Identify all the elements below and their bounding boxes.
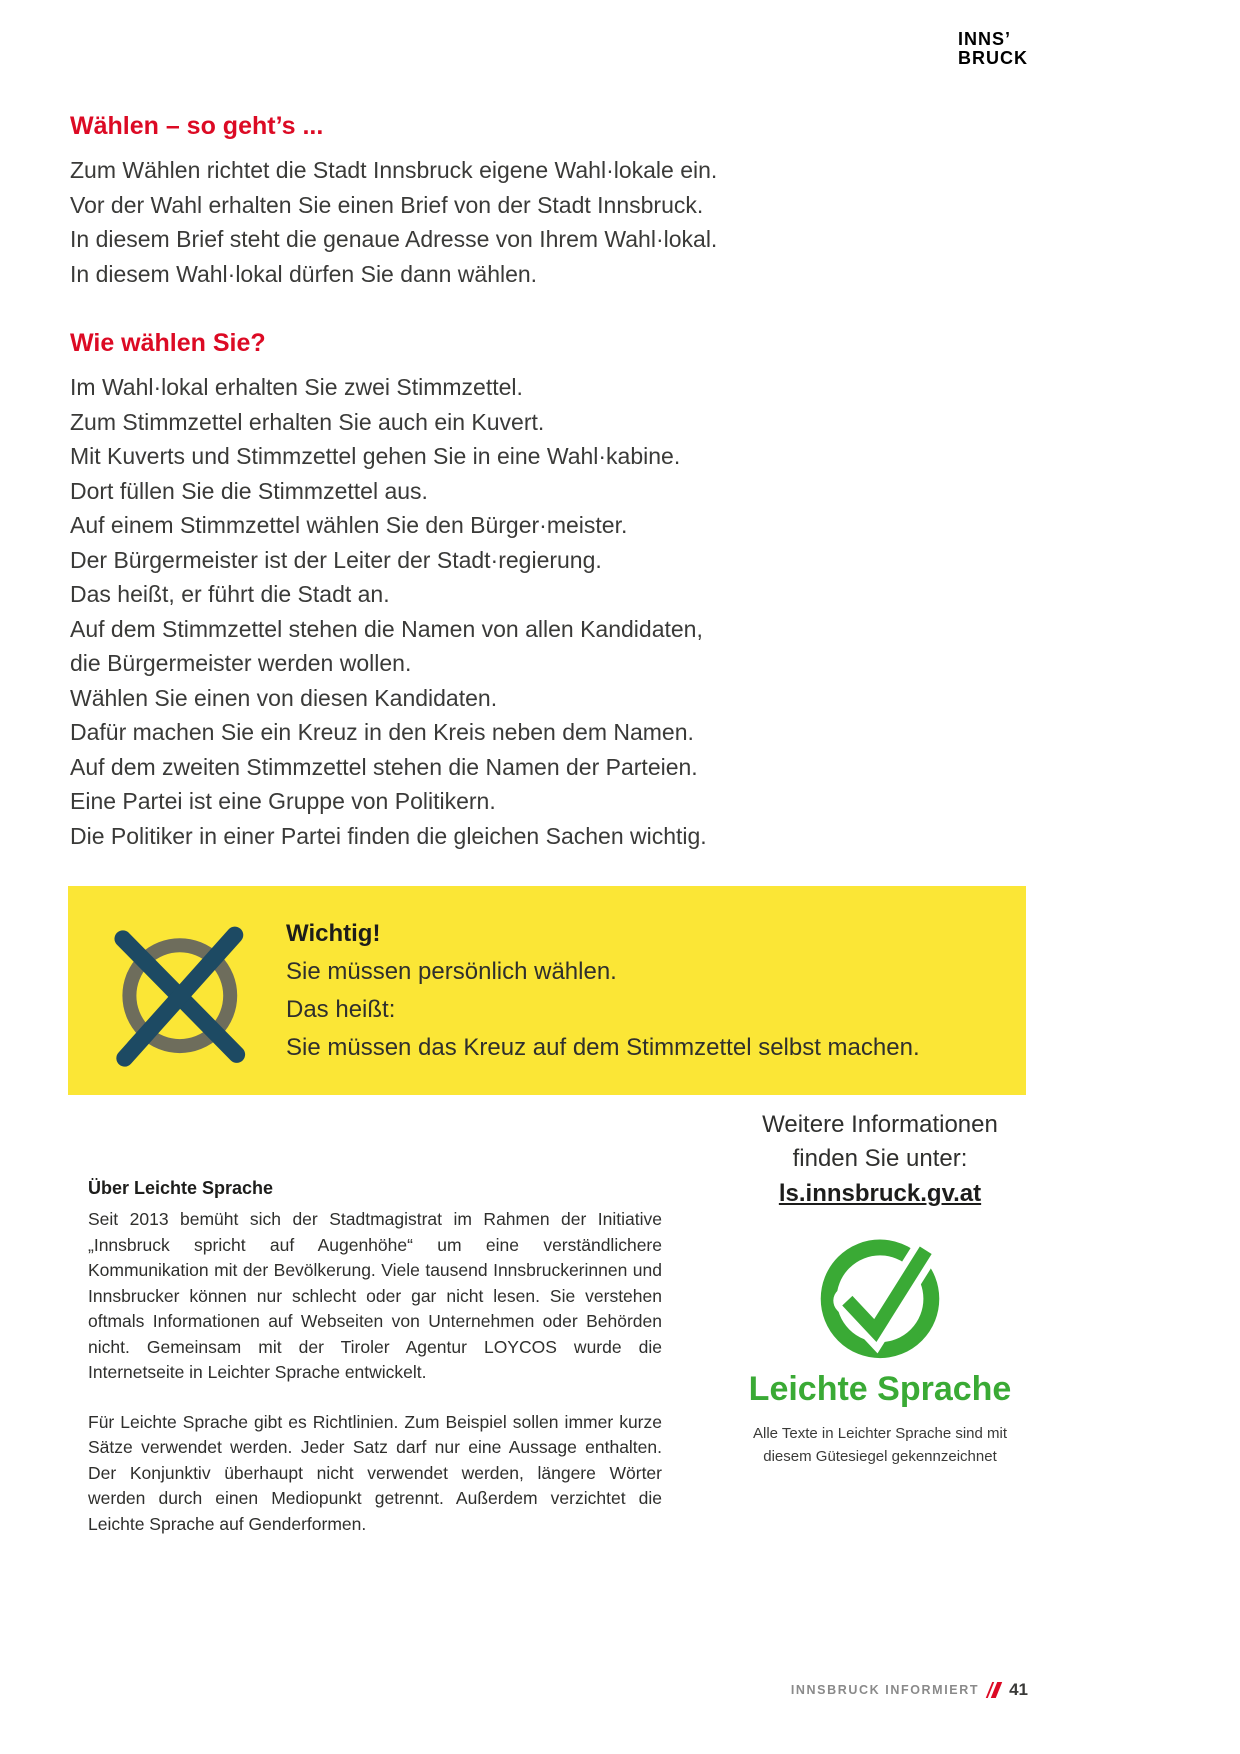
body-line: Zum Wählen richtet die Stadt Innsbruck eigene Wahl·lokale ein.	[70, 157, 718, 183]
important-box-text	[286, 915, 920, 1067]
body-line: Die Politiker in einer Partei finden die gleichen Sachen wichtig.	[70, 822, 707, 849]
more-info-line-2: finden Sie unter:	[792, 1145, 968, 1172]
page-number: 41	[1009, 1680, 1028, 1699]
section-heading-how-do-you-vote: Wie wählen Sie?	[70, 329, 266, 357]
body-line: Mit Kuverts und Stimmzettel gehen Sie in eine Wahl·kabine.	[70, 443, 681, 469]
footer-slash-icon	[989, 1682, 999, 1698]
section-heading-how-voting-works: Wählen – so geht’s ...	[70, 112, 324, 140]
more-info-column	[728, 1108, 1032, 1468]
body-line: Eine Partei ist eine Gruppe von Politikern.	[70, 788, 496, 814]
body-line: Auf dem Stimmzettel stehen die Namen von allen Kandidaten,	[70, 615, 703, 642]
main-text-column	[70, 112, 790, 853]
page-footer	[0, 1680, 1028, 1700]
more-info-line-1: Weitere Informationen	[762, 1111, 998, 1138]
body-line: In diesem Wahl·lokal dürfen Sie dann wählen.	[70, 260, 538, 287]
magazine-name: INNSBRUCK INFORMIERT	[790, 1683, 980, 1697]
body-line: Auf einem Stimmzettel wählen Sie den Bürger·meister.	[70, 512, 628, 538]
body-line: die Bürgermeister werden wollen.	[70, 650, 412, 676]
ballot-cross-icon	[68, 907, 286, 1075]
important-box-line: Sie müssen persönlich wählen.	[286, 957, 617, 985]
easy-language-link[interactable]: ls.innsbruck.gv.at	[778, 1180, 982, 1207]
body-line: Vor der Wahl erhalten Sie einen Brief von der Stadt Innsbruck.	[70, 191, 704, 218]
body-line: Das heißt, er führt die Stadt an.	[70, 581, 390, 607]
about-heading: Über Leichte Sprache	[88, 1178, 274, 1198]
about-easy-language-column	[88, 1178, 662, 1561]
logo-line-1: INNS’	[958, 29, 1012, 49]
seal-note-line-2: diesem Gütesiegel gekennzeichnet	[763, 1448, 997, 1465]
about-paragraph-1: Seit 2013 bemüht sich der Stadtmagistrat im Rahmen der Initiative „Innsbruck spricht auf Augenhöhe“ um eine verständlichere Kommunikation mit der Bevölkerung. Viele tausend Innsbruckerinnen und Innsbrucker können nur schlecht oder gar nicht lesen. Sie verstehen oftmals Informationen auf Webseiten von Unternehmen oder Behörden nicht. Gemeinsam mit der Tiroler Agentur LOYCOS wurde die Internetseite in Leichter Sprache entwickelt.	[88, 1209, 662, 1382]
body-line: Zum Stimmzettel erhalten Sie auch ein Kuvert.	[70, 408, 545, 435]
important-box-line: Sie müssen das Kreuz auf dem Stimmzettel selbst machen.	[286, 1033, 920, 1061]
seal-note-line-1: Alle Texte in Leichter Sprache sind mit	[752, 1425, 1008, 1442]
body-line: Wählen Sie einen von diesen Kandidaten.	[70, 684, 498, 711]
body-line: In diesem Brief steht die genaue Adresse von Ihrem Wahl·lokal.	[70, 226, 718, 252]
body-line: Dort füllen Sie die Stimmzettel aus.	[70, 477, 428, 504]
body-line: Dafür machen Sie ein Kreuz in den Kreis neben dem Namen.	[70, 719, 694, 745]
about-paragraph-2: Für Leichte Sprache gibt es Richtlinien. Zum Beispiel sollen immer kurze Sätze verwendet werden. Jeder Satz darf nur eine Aussage enthalten. Der Konjunktiv überhaupt nicht verwendet werden, längere Wörter werden durch einen Mediopunkt getrennt. Außerdem verzichtet die Leichte Sprache auf Genderformen.	[88, 1411, 662, 1534]
body-line: Im Wahl·lokal erhalten Sie zwei Stimmzettel.	[70, 374, 523, 400]
body-line: Der Bürgermeister ist der Leiter der Stadt·regierung.	[70, 546, 602, 573]
body-line: Auf dem zweiten Stimmzettel stehen die Namen der Parteien.	[70, 753, 698, 780]
important-callout-box	[68, 886, 1026, 1095]
seal-label: Leichte Sprache	[748, 1370, 1012, 1408]
seal-note	[728, 1422, 1032, 1468]
logo-line-2: BRUCK	[958, 48, 1028, 68]
important-box-line: Das heißt:	[286, 995, 396, 1023]
leichte-sprache-seal-icon	[810, 1226, 950, 1366]
important-box-title: Wichtig!	[286, 919, 381, 947]
more-info-text	[728, 1108, 1032, 1176]
innsbruck-logo	[958, 30, 1028, 68]
